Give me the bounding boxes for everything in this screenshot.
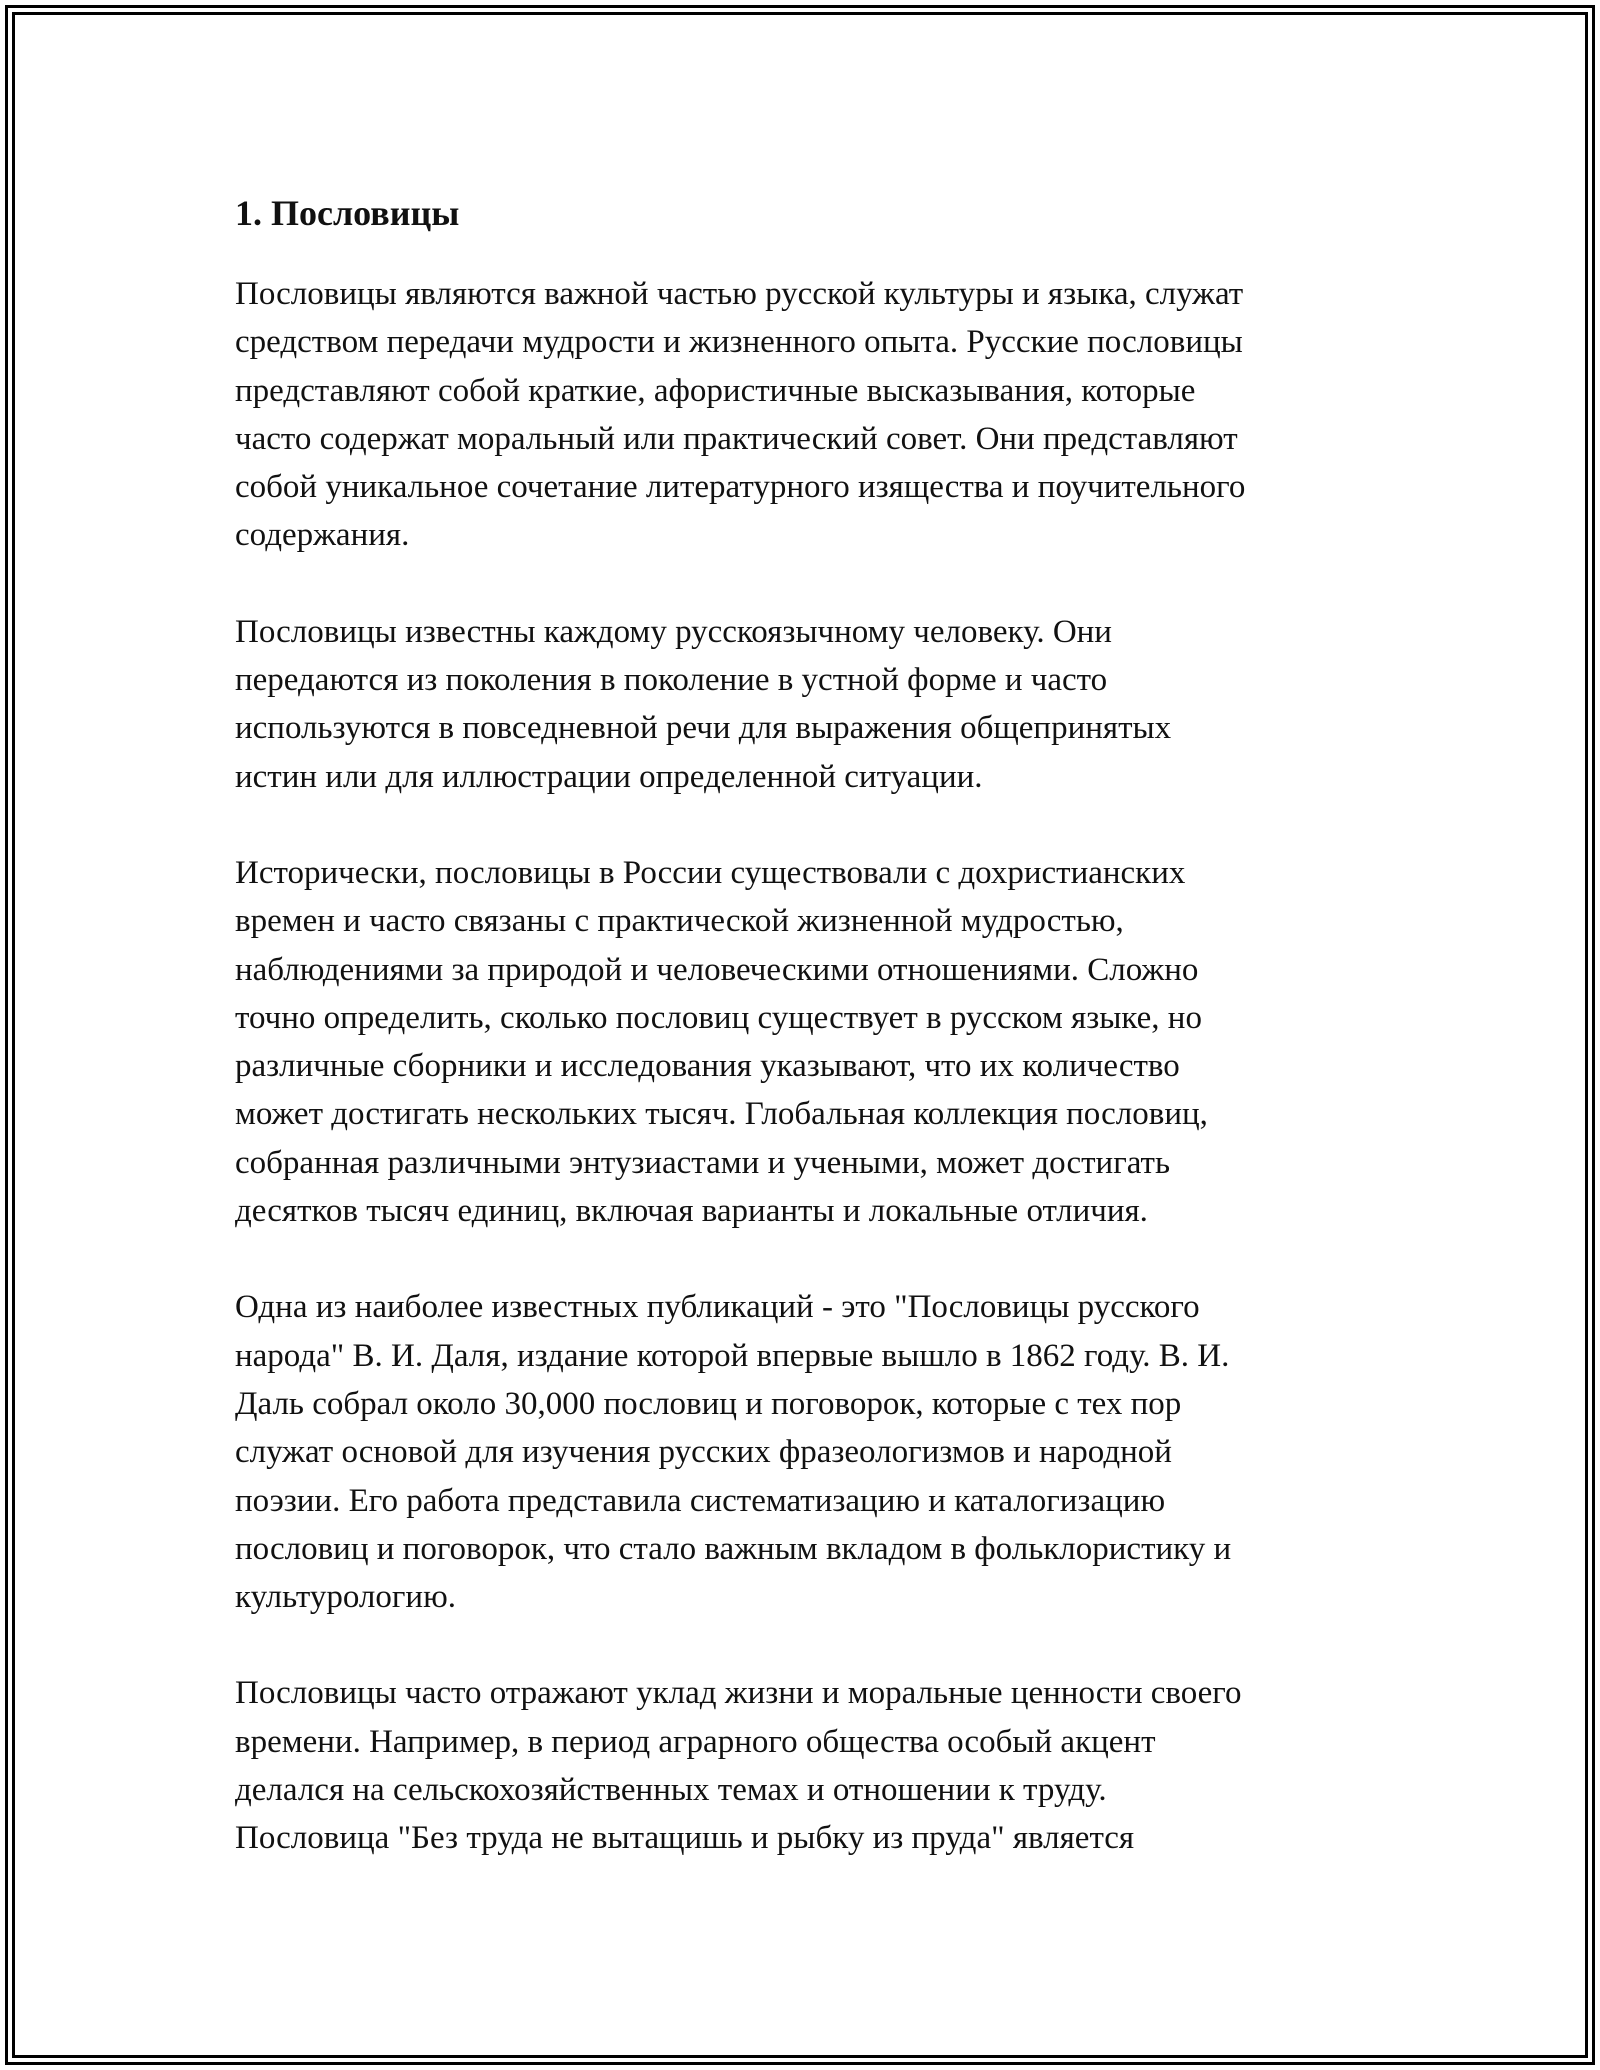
document-body bbox=[235, 185, 1395, 1911]
text-line: поэзии. Его работа представила систематизацию и каталогизацию bbox=[235, 1482, 1166, 1519]
text-line: времен и часто связаны с практической жизненной мудростью, bbox=[235, 903, 1124, 940]
text-line: собранная различными энтузиастами и учеными, может достигать bbox=[235, 1144, 1170, 1181]
paragraph-5 bbox=[235, 1669, 1395, 1862]
text-line: Пословицы известны каждому русскоязычному человеку. Они bbox=[235, 613, 1112, 650]
text-line: делался на сельскохозяйственных темах и отношении к труду. bbox=[235, 1772, 1107, 1809]
text-line: содержания. bbox=[235, 517, 410, 554]
text-line: народа" В. И. Даля, издание которой впервые вышло в 1862 году. В. И. bbox=[235, 1337, 1230, 1374]
text-line: Одна из наиболее известных публикаций - это "Пословицы русского bbox=[235, 1289, 1200, 1326]
text-line: наблюдениями за природой и человеческими отношениями. Сложно bbox=[235, 951, 1199, 988]
text-line: Пословицы часто отражают уклад жизни и моральные ценности своего bbox=[235, 1675, 1242, 1712]
text-line: различные сборники и исследования указывают, что их количество bbox=[235, 1048, 1180, 1085]
text-line: часто содержат моральный или практический совет. Они представляют bbox=[235, 420, 1238, 457]
text-line: собой уникальное сочетание литературного изящества и поучительного bbox=[235, 469, 1246, 506]
section-heading: 1. Пословицы bbox=[235, 193, 460, 233]
text-line: передаются из поколения в поколение в устной форме и часто bbox=[235, 662, 1108, 699]
paragraph-3 bbox=[235, 849, 1395, 1235]
paragraph-2 bbox=[235, 608, 1395, 801]
text-line: точно определить, сколько пословиц существует в русском языке, но bbox=[235, 999, 1202, 1036]
text-line: Пословицы являются важной частью русской культуры и языка, служат bbox=[235, 276, 1244, 312]
text-line: культурологию. bbox=[235, 1579, 456, 1616]
text-line: средством передачи мудрости и жизненного опыта. Русские пословицы bbox=[235, 324, 1243, 361]
text-line: Даль собрал около 30,000 пословиц и поговорок, которые с тех пор bbox=[235, 1385, 1182, 1422]
paragraph-4 bbox=[235, 1283, 1395, 1621]
text-line: представляют собой краткие, афористичные высказывания, которые bbox=[235, 372, 1196, 409]
text-line: может достигать нескольких тысяч. Глобальная коллекция пословиц, bbox=[235, 1096, 1208, 1133]
text-line: пословиц и поговорок, что стало важным вкладом в фольклористику и bbox=[235, 1530, 1232, 1567]
paragraph-1 bbox=[235, 270, 1395, 560]
text-line: истин или для иллюстрации определенной ситуации. bbox=[235, 758, 983, 795]
text-line: используются в повседневной речи для выражения общепринятых bbox=[235, 710, 1172, 747]
text-line: Пословица "Без труда не вытащишь и рыбку из пруда" является bbox=[235, 1820, 1135, 1857]
text-line: десятков тысяч единиц, включая варианты и локальные отличия. bbox=[235, 1193, 1148, 1230]
text-line: Исторически, пословицы в России существовали с дохристианских bbox=[235, 854, 1186, 891]
text-line: времени. Например, в период аграрного общества особый акцент bbox=[235, 1723, 1156, 1760]
text-line: служат основой для изучения русских фразеологизмов и народной bbox=[235, 1434, 1172, 1471]
